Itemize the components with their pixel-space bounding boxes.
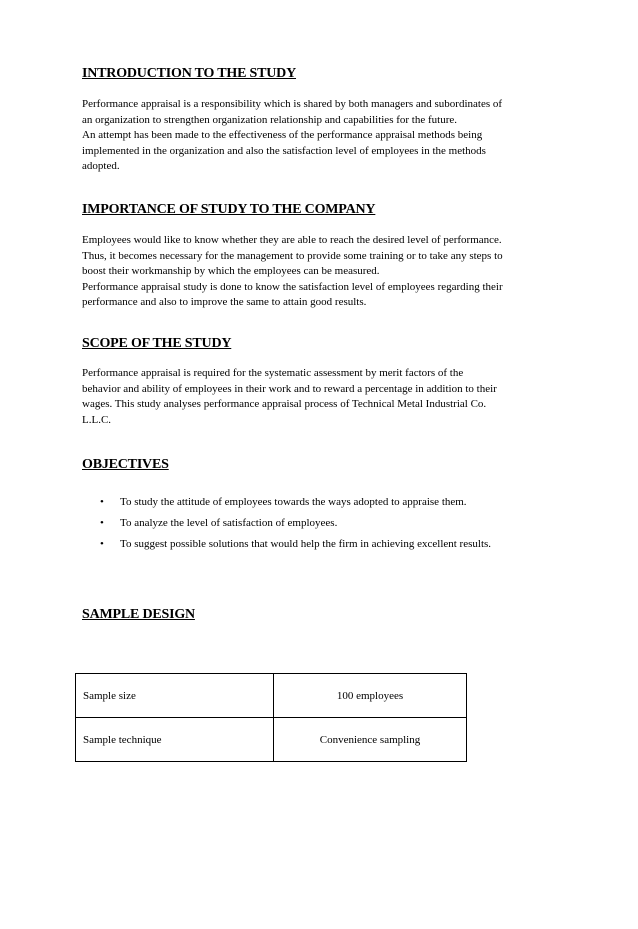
paragraph-line: boost their workmanship by which the employees can be measured. (82, 265, 380, 277)
paragraph-line: An attempt has been made to the effectiveness of the performance appraisal methods being (82, 129, 483, 141)
paragraph-line: adopted. (82, 160, 120, 172)
bullet-icon: • (100, 538, 104, 550)
introduction-heading: INTRODUCTION TO THE STUDY (82, 66, 297, 81)
sample-design-heading: SAMPLE DESIGN (82, 607, 195, 622)
sample-design-table (75, 673, 467, 762)
paragraph-line: Thus, it becomes necessary for the management to provide some training or to take any steps to (82, 249, 503, 262)
objective-text: To suggest possible solutions that would help the firm in achieving excellent results. (120, 538, 492, 550)
table-cell-label: Sample size (76, 674, 274, 718)
bullet-icon: • (100, 517, 104, 529)
objectives-heading: OBJECTIVES (82, 457, 169, 472)
paragraph-line: an organization to strengthen organization relationship and capabilities for the future. (82, 113, 458, 126)
introduction-paragraph (82, 97, 582, 175)
paragraph-line: performance and also to improve the same to attain good results. (82, 296, 367, 308)
paragraph-line: Performance appraisal study is done to know the satisfaction level of employees regarding their (82, 280, 503, 293)
list-item (100, 513, 491, 534)
scope-paragraph (82, 366, 582, 428)
bullet-icon: • (100, 496, 104, 508)
list-item (100, 492, 491, 513)
table-cell-label: Sample technique (76, 718, 274, 762)
paragraph-line: L.L.C. (82, 413, 112, 426)
paragraph-line: Performance appraisal is a responsibility which is shared by both managers and subordinates of (82, 98, 503, 110)
table-row (76, 674, 467, 718)
table-cell-value: 100 employees (274, 674, 467, 718)
scope-heading: SCOPE OF THE STUDY (82, 336, 232, 351)
list-item (100, 534, 491, 555)
paragraph-line: behavior and ability of employees in their work and to reward a percentage in addition to their (82, 382, 497, 395)
table-row (76, 718, 467, 762)
objective-text: To study the attitude of employees towards the ways adopted to appraise them. (120, 496, 467, 508)
importance-heading: IMPORTANCE OF STUDY TO THE COMPANY (82, 202, 376, 217)
paragraph-line: Performance appraisal is required for the systematic assessment by merit factors of the (82, 367, 464, 379)
paragraph-line: Employees would like to know whether they are able to reach the desired level of performance. (82, 234, 502, 246)
objective-text: To analyze the level of satisfaction of employees. (120, 517, 338, 529)
paragraph-line: wages. This study analyses performance appraisal process of Technical Metal Industrial Co. (82, 398, 487, 410)
table-cell-value: Convenience sampling (274, 718, 467, 762)
objectives-list (100, 492, 491, 555)
importance-paragraph (82, 233, 582, 311)
paragraph-line: implemented in the organization and also the satisfaction level of employees in the methods (82, 144, 486, 157)
